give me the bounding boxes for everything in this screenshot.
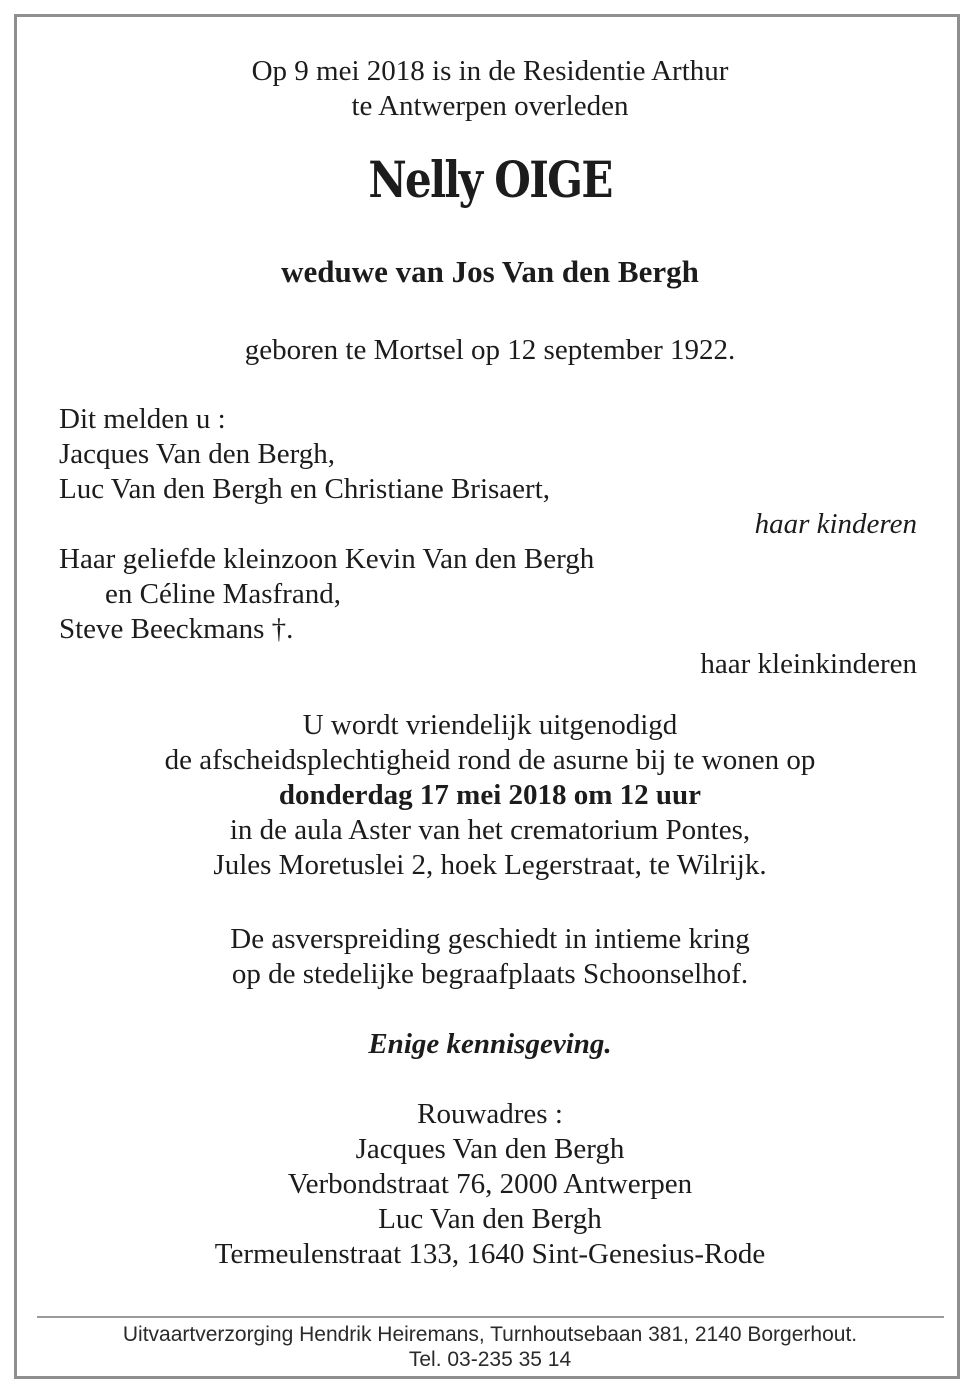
- only-notice: Enige kennisgeving.: [368, 1028, 612, 1060]
- ash-scattering: [0, 922, 980, 992]
- family-list: [59, 402, 917, 682]
- scattering-line-2: op de stedelijke begraafplaats Schoonselhof.: [231, 958, 749, 990]
- intro-line-2: te Antwerpen overleden: [351, 90, 629, 122]
- invitation-line-1: U wordt vriendelijk uitgenodigd: [302, 709, 678, 741]
- mourning-name-1: Jacques Van den Bergh: [355, 1133, 625, 1165]
- grandchildren-label: haar kleinkinderen: [700, 648, 917, 680]
- birth-info: geboren te Mortsel op 12 september 1922.: [244, 334, 736, 366]
- invitation-line-2: de afscheidsplechtigheid rond de asurne bij te wonen op: [164, 744, 816, 776]
- grandchild-2: en Céline Masfrand,: [105, 578, 341, 610]
- undertaker-info: Uitvaartverzorging Hendrik Heiremans, Turnhoutsebaan 381, 2140 Borgerhout.: [122, 1323, 858, 1346]
- mourning-address-1: Verbondstraat 76, 2000 Antwerpen: [287, 1168, 693, 1200]
- grandchild-3: Steve Beeckmans †.: [59, 613, 294, 645]
- undertaker-phone: Tel. 03-235 35 14: [408, 1348, 572, 1371]
- mourning-address: [0, 1097, 980, 1272]
- footer-divider: [37, 1316, 944, 1318]
- mourning-name-2: Luc Van den Bergh: [378, 1203, 602, 1235]
- invitation: [0, 708, 980, 883]
- grandchild-1: Haar geliefde kleinzoon Kevin Van den Bergh: [59, 543, 595, 575]
- mourning-address-2: Termeulenstraat 133, 1640 Sint-Genesius-Rode: [214, 1238, 766, 1270]
- child-1: Jacques Van den Bergh,: [59, 438, 335, 470]
- invitation-line-5: Jules Moretuslei 2, hoek Legerstraat, te Wilrijk.: [213, 849, 767, 881]
- ceremony-datetime: donderdag 17 mei 2018 om 12 uur: [278, 779, 702, 811]
- intro-line-1: Op 9 mei 2018 is in de Residentie Arthur: [251, 55, 729, 87]
- deceased-name: Nelly OIGE: [368, 150, 612, 209]
- undertaker-footer: [0, 1322, 980, 1372]
- announce-line: Dit melden u :: [59, 403, 226, 435]
- intro-text: [0, 54, 980, 124]
- mourning-address-label: Rouwadres :: [417, 1098, 563, 1130]
- child-2: Luc Van den Bergh en Christiane Brisaert,: [59, 473, 551, 505]
- scattering-line-1: De asverspreiding geschiedt in intieme kring: [230, 923, 750, 955]
- invitation-line-4: in de aula Aster van het crematorium Pontes,: [229, 814, 751, 846]
- children-label: haar kinderen: [754, 508, 917, 540]
- widow-of: weduwe van Jos Van den Bergh: [281, 254, 699, 289]
